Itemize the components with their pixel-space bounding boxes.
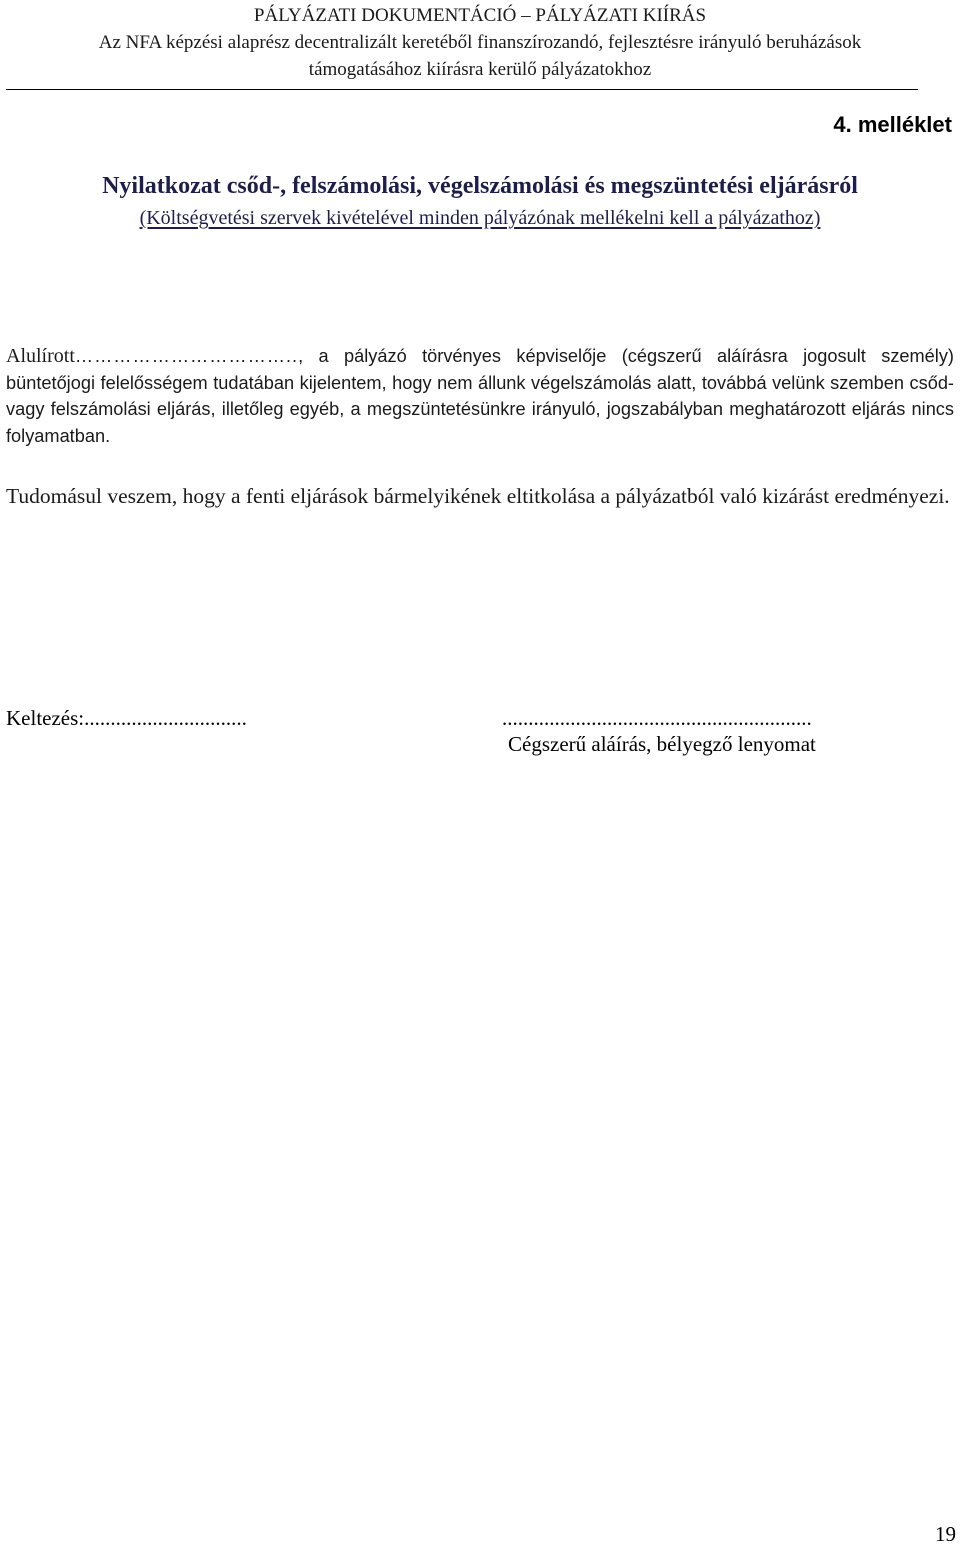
declaration-lead: Alulírott bbox=[6, 345, 75, 367]
document-subtitle bbox=[0, 204, 960, 232]
signature-caption: Cégszerű aláírás, bélyegző lenyomat bbox=[508, 732, 816, 756]
date-field: Keltezés:............................... bbox=[6, 706, 247, 730]
acknowledgement-paragraph: Tudomásul veszem, hogy a fenti eljárások bármelyikének eltitkolása a pályázatból való kizárást eredményezi. bbox=[6, 484, 950, 508]
declaration-text: , a pályázó törvényes képviselője (cégszerű aláírásra jogosult személy) büntetőjogi felelősségem tudatában kijelentem, hogy nem állunk végelszámolás alatt, továbbá velünk szemben csőd- vagy felszámolási eljárás, illetőleg egyéb, a megszüntetésünkre irányuló, jogszabályban meghatározott eljárás nincs folyamatban. bbox=[6, 346, 954, 446]
page-number: 19 bbox=[935, 1522, 956, 1546]
page-header bbox=[0, 2, 960, 83]
annex-label: 4. melléklet bbox=[833, 112, 952, 137]
document-title: Nyilatkozat csőd-, felszámolási, végelszámolási és megszüntetési eljárásról bbox=[102, 173, 858, 199]
header-line-2: Az NFA képzési alaprész decentralizált keretéből finanszírozandó, fejlesztésre irányuló beruházások bbox=[98, 32, 862, 53]
header-line-3: támogatásához kiírásra kerülő pályázatokhoz bbox=[308, 59, 652, 80]
header-line-1: PÁLYÁZATI DOKUMENTÁCIÓ – PÁLYÁZATI KIÍRÁS bbox=[253, 5, 707, 26]
name-fill-in-field: …………………………….. bbox=[74, 346, 299, 366]
declaration-paragraph bbox=[6, 343, 954, 449]
document-subtitle-text: (Költségvetési szervek kivételével minden pályázónak mellékelni kell a pályázathoz) bbox=[139, 207, 821, 229]
header-divider bbox=[6, 89, 918, 90]
signature-field: ........................................................... bbox=[502, 706, 812, 730]
